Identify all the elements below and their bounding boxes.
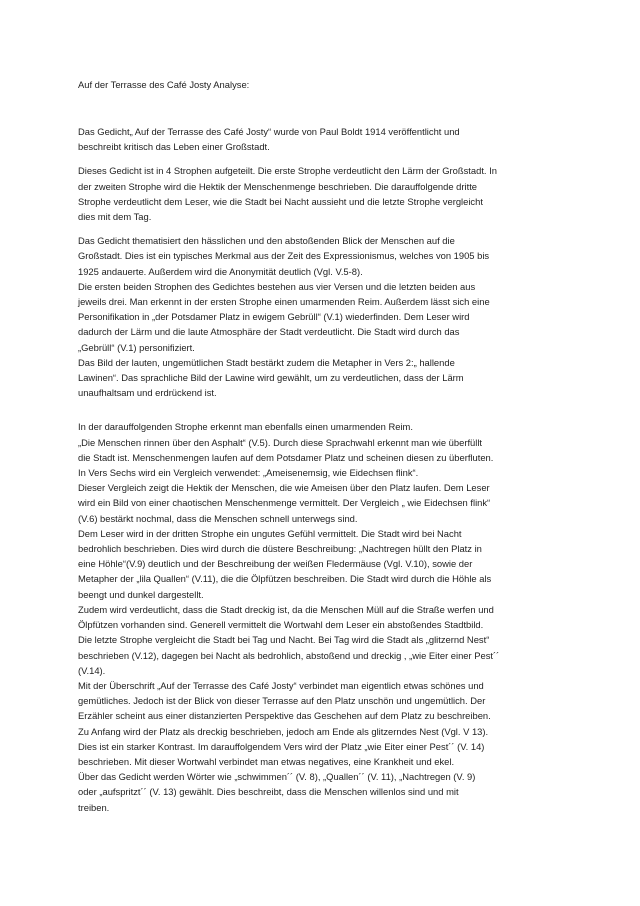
text-line: Metapher der „lila Quallen“ (V.11), die die Ölpfützen beschreiben. Die Stadt wird durch die Höhle als [78,573,492,585]
text-line: jeweils drei. Man erkennt in der ersten Strophe einen umarmenden Reim. Außerdem lässt sich eine [78,296,490,308]
paragraph-intro [78,124,568,154]
text-line: Ölpfützen vorhanden sind. Generell vermittelt die Wortwahl dem Leser ein abstoßendes Stadtbild. [78,619,484,631]
text-line: der zweiten Strophe wird die Hektik der Menschenmenge beschrieben. Die darauffolgende dritte [78,180,478,192]
paragraph-theme [78,233,568,400]
text-line: unaufhaltsam und erdrückend ist. [78,387,217,399]
text-line: (V.6) bestärkt nochmal, dass die Menschen schnell unterwegs sind. [78,512,358,524]
text-line: oder „aufspritzt´´ (V. 13) gewählt. Dies beschreibt, dass die Menschen willenlos sind und mit [78,786,459,798]
text-line: treiben. [78,801,110,813]
text-line: Lawinen“. Das sprachliche Bild der Lawine wird gewählt, um zu verdeutlichen, dass der Lärm [78,372,464,384]
text-line: gemütliches. Jedoch ist der Blick von dieser Terrasse auf den Platz unschön und ungemütlich. Der [78,695,486,707]
text-line: Erzähler scheint aus einer distanzierten Perspektive das Geschehen auf dem Platz zu beschreiben. [78,710,491,722]
text-line: In Vers Sechs wird ein Vergleich verwendet: „Ameisenemsig, wie Eidechsen flink“. [78,467,419,479]
text-line: Mit der Überschrift „Auf der Terrasse des Café Josty“ verbindet man eigentlich etwas schönes und [78,679,484,691]
text-line: die Stadt ist. Menschenmengen laufen auf dem Potsdamer Platz und scheinen diesen zu überfluten. [78,451,494,463]
text-line: beschrieben (V.12), dagegen bei Nacht als bedrohlich, abstoßend und dreckig , „wie Eiter einer Pest´´ [78,649,500,661]
text-line: Zudem wird verdeutlicht, dass die Stadt dreckig ist, da die Menschen Müll auf die Straße werfen und [78,603,494,615]
paragraph-analysis [78,419,568,814]
text-line: Über das Gedicht werden Wörter wie „schwimmen´´ (V. 8), „Quallen´´ (V. 11), „Nachtregen (V. 9) [78,771,476,783]
text-line: Das Bild der lauten, ungemütlichen Stadt bestärkt zudem die Metapher in Vers 2:„ hallende [78,356,455,368]
document-page [78,78,568,824]
text-line: „Die Menschen rinnen über den Asphalt“ (V.5). Durch diese Sprachwahl erkennt man wie überfüllt [78,436,483,448]
text-line: Großstadt. Dies ist ein typisches Merkmal aus der Zeit des Expressionismus, welches von 1905 bis [78,250,490,262]
document-title: Auf der Terrasse des Café Josty Analyse: [78,79,250,90]
text-line: Personifikation in „der Potsdamer Platz in ewigem Gebrüll“ (V.1) wiederfinden. Dem Leser wird [78,311,470,323]
text-line: „Gebrüll“ (V.1) personifiziert. [78,341,195,353]
text-line: Die ersten beiden Strophen des Gedichtes bestehen aus vier Versen und die letzten beiden aus [78,280,476,292]
text-line: In der darauffolgenden Strophe erkennt man ebenfalls einen umarmenden Reim. [78,421,413,433]
text-line: wird ein Bild von einer chaotischen Menschenmenge vermittelt. Der Vergleich „ wie Eidechsen flink“ [78,497,491,509]
text-line: Dieser Vergleich zeigt die Hektik der Menschen, die wie Ameisen über den Platz laufen. Dem Leser [78,482,490,494]
text-line: Das Gedicht thematisiert den hässlichen und den abstoßenden Blick der Menschen auf die [78,235,455,247]
text-line: Dies ist ein starker Kontrast. Im darauffolgendem Vers wird der Platz „wie Eiter einer Pest´´ (V. 14) [78,740,485,752]
text-line: Zu Anfang wird der Platz als dreckig beschrieben, jedoch am Ende als glitzerndes Nest (Vgl. V 13). [78,725,489,737]
text-line: (V.14). [78,664,106,676]
text-line: Die letzte Strophe vergleicht die Stadt bei Tag und Nacht. Bei Tag wird die Stadt als „glitzernd Nest“ [78,634,490,646]
text-line: dies mit dem Tag. [78,211,152,223]
text-line: Dem Leser wird in der dritten Strophe ein ungutes Gefühl vermittelt. Die Stadt wird bei Nacht [78,527,462,539]
text-line: beschreibt kritisch das Leben einer Großstadt. [78,141,270,153]
paragraph-structure [78,163,568,224]
text-line: Strophe verdeutlicht dem Leser, wie die Stadt bei Nacht aussieht und die letzte Strophe vergleicht [78,195,483,207]
text-line: eine Höhle“(V.9) deutlich und der Beschreibung der weißen Fledermäuse (Vgl. V.10), sowie der [78,558,473,570]
text-line: 1925 andauerte. Außerdem wird die Anonymität deutlich (Vgl. V.5-8). [78,265,363,277]
text-line: beengt und dunkel dargestellt. [78,588,204,600]
text-line: Das Gedicht„ Auf der Terrasse des Café Josty“ wurde von Paul Boldt 1914 veröffentlicht und [78,126,460,137]
text-line: Dieses Gedicht ist in 4 Strophen aufgeteilt. Die erste Strophe verdeutlicht den Lärm der Großstadt. In [78,165,497,177]
text-line: beschrieben. Mit dieser Wortwahl verbindet man etwas negatives, eine Krankheit und ekel. [78,755,455,767]
text-line: dadurch der Lärm und die laute Atmosphäre der Stadt verdeutlicht. Die Stadt wird durch das [78,326,460,338]
text-line: bedrohlich beschrieben. Dies wird durch die düstere Beschreibung: „Nachtregen hüllt den Platz in [78,543,482,555]
